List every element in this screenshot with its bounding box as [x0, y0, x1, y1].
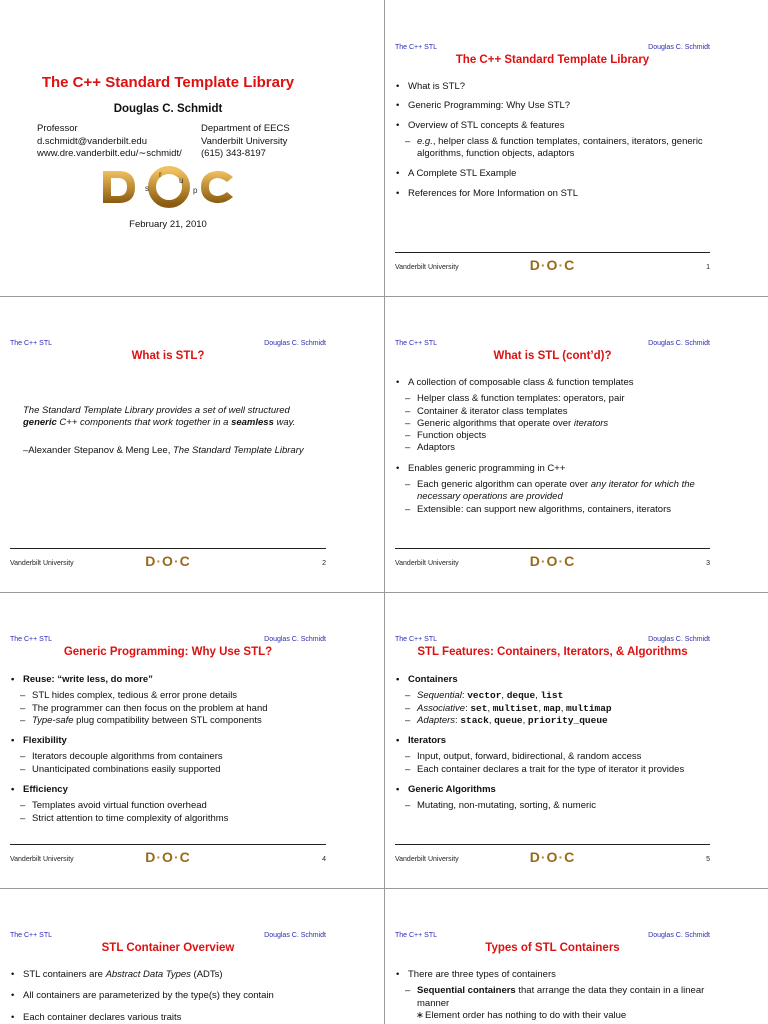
sub-list-item: – e.g., helper class & function templates, containers, iterators, generic algorithms, function objects, adaptors: [395, 136, 710, 161]
slide-content: [395, 377, 710, 524]
footer-rule: [395, 252, 710, 253]
slide-content: [395, 969, 710, 1024]
list-item: • Enables generic programming in C++: [395, 463, 710, 475]
footer-rule: [395, 844, 710, 845]
stl-quote: The Standard Template Library provides a set of well structured generic C++ components that work together in a seamless way.: [23, 405, 296, 429]
doc-logo: D·O·C: [529, 849, 576, 865]
author-affiliation: Department of EECS Vanderbilt University (615) 343-8197: [201, 123, 290, 159]
sub-list-item: – Sequential containers that arrange the data they contain in a linear manner: [395, 985, 710, 1010]
quote-attribution: –Alexander Stepanov & Meng Lee, The Standard Template Library: [23, 445, 304, 456]
svg-text:p: p: [193, 186, 198, 195]
slide-5: The C++ STL Douglas C. Schmidt STL Features: Containers, Iterators, & Algorithms • Containers – Sequential: vector, deque, list – Associative: set, multiset, map, multimap – Adapters: stack, queue, priority_queue • Iterators – Input, output, forward, bidirectional, & random access – Each container declares a trait for the type of iterator it provides • Generic Algorithms – Mutating, non-mutating, sorting, & numeric Vanderbilt University D·O·C 5: [385, 592, 768, 888]
svg-text:u: u: [179, 176, 184, 185]
list-item: • Generic Algorithms: [395, 784, 710, 796]
footer-rule: [10, 548, 326, 549]
list-item: • What is STL?: [395, 81, 710, 93]
sub-list-item: – Mutating, non-mutating, sorting, & numeric: [395, 800, 710, 812]
slide-content: [395, 81, 710, 207]
slide-6: The C++ STL Douglas C. Schmidt STL Container Overview • STL containers are Abstract Data Types (ADTs) • All containers are parameterized by the type(s) they contain • Each container declares various traits: [0, 888, 384, 1024]
footer-rule: [10, 844, 326, 845]
footer-rule: [395, 548, 710, 549]
slide-title: What is STL?: [131, 350, 205, 362]
sub-list-item: – Templates avoid virtual function overhead: [10, 800, 326, 812]
slide-content: [395, 674, 710, 821]
list-item: • Each container declares various traits: [10, 1012, 326, 1024]
sub-list-item: – Each generic algorithm can operate over any iterator for which the necessary operations are provided: [395, 479, 710, 504]
sub-list-item: – Each container declares a trait for the type of iterator it provides: [395, 764, 710, 776]
slide-2: The C++ STL Douglas C. Schmidt What is STL? The Standard Template Library provides a set of well structured generic C++ components that work together in a seamless way. –Alexander Stepanov & Meng Lee, The Standard Template Library Vanderbilt University D·O·C 2: [10, 340, 326, 569]
slide-7: The C++ STL Douglas C. Schmidt Types of STL Containers • There are three types of containers – Sequential containers that arrange the data they contain in a linear manner ∗ Element order has nothing to do with their value: [385, 888, 768, 1024]
sub-list-item: – Extensible: can support new algorithms, containers, iterators: [395, 504, 710, 516]
author-contact: Professor d.schmidt@vanderbilt.edu www.dre.vanderbilt.edu/∼schmidt/: [37, 123, 182, 159]
page-number: 2: [322, 560, 326, 567]
sub-list-item: – Adaptors: [395, 442, 710, 454]
list-item: • Efficiency: [10, 784, 326, 796]
sub-list-item: – Strict attention to time complexity of algorithms: [10, 813, 326, 825]
doc-logo: D·O·C: [145, 553, 191, 569]
slide-title: The C++ Standard Template Library: [41, 74, 295, 91]
list-item: • Reuse: “write less, do more”: [10, 674, 326, 686]
list-item: • Overview of STL concepts & features: [395, 120, 710, 132]
slide-title: What is STL (cont’d)?: [493, 350, 612, 362]
list-item: • All containers are parameterized by the type(s) they contain: [10, 990, 326, 1002]
page-number: 4: [322, 856, 326, 863]
list-item: • A collection of composable class & function templates: [395, 377, 710, 389]
svg-text:r: r: [159, 170, 162, 179]
slide-title: Types of STL Containers: [485, 942, 620, 954]
sub-list-item: – Helper class & function templates: operators, pair: [395, 393, 710, 405]
sub-list-item: – Function objects: [395, 430, 710, 442]
list-item: • Flexibility: [10, 735, 326, 747]
sub-list-item: – The programmer can then focus on the problem at hand: [10, 703, 326, 715]
svg-text:s: s: [145, 184, 149, 193]
presentation-date: February 21, 2010: [129, 219, 207, 230]
sub-sub-list-item: ∗ Element order has nothing to do with their value: [395, 1010, 710, 1022]
slide-1: The C++ STL Douglas C. Schmidt The C++ Standard Template Library • What is STL? • Generic Programming: Why Use STL? • Overview of STL concepts & features – e.g., helper class & function templates, containers, iterators, generic algorithms, function objects, adaptors • A Complete STL Example • References for More Information on STL Vanderbilt University D·O·C 1: [385, 0, 768, 296]
sub-list-item: – Sequential: vector, deque, list: [395, 690, 710, 702]
slide-3: The C++ STL Douglas C. Schmidt What is STL (cont’d)? • A collection of composable class & function templates – Helper class & function templates: operators, pair – Container & iterator class templates – Generic algorithms that operate over iterators – Function objects – Adaptors • Enables generic programming in C++ – Each generic algorithm can operate over any iterator for which the necessary operations are provided – Extensible: can support new algorithms, containers, iterators Vanderbilt University D·O·C 3: [385, 296, 768, 592]
slide-content: [10, 674, 326, 833]
author-name: Douglas C. Schmidt: [113, 103, 223, 115]
page-number: 1: [706, 264, 710, 271]
slide-title: STL Features: Containers, Iterators, & Algorithms: [417, 646, 688, 658]
title-slide: [0, 0, 384, 296]
sub-list-item: – Adapters: stack, queue, priority_queue: [395, 715, 710, 727]
list-item: • Generic Programming: Why Use STL?: [395, 100, 710, 112]
doc-logo: D·O·C: [529, 257, 576, 273]
list-item: • STL containers are Abstract Data Types (ADTs): [10, 969, 326, 981]
slide-title: The C++ Standard Template Library: [455, 54, 650, 66]
sub-list-item: – STL hides complex, tedious & error prone details: [10, 690, 326, 702]
list-item: • There are three types of containers: [395, 969, 710, 981]
slide-title: Generic Programming: Why Use STL?: [63, 646, 273, 658]
sub-list-item: – Type-safe plug compatibility between STL components: [10, 715, 326, 727]
slide-content: [10, 969, 326, 1024]
slide-title: STL Container Overview: [101, 942, 235, 954]
list-item: • A Complete STL Example: [395, 168, 710, 180]
sub-list-item: – Input, output, forward, bidirectional, & random access: [395, 751, 710, 763]
doc-group-logo: [101, 165, 237, 209]
doc-logo: D·O·C: [529, 553, 576, 569]
list-item: • References for More Information on STL: [395, 188, 710, 200]
sub-list-item: – Generic algorithms that operate over iterators: [395, 418, 710, 430]
slide-4: The C++ STL Douglas C. Schmidt Generic Programming: Why Use STL? • Reuse: “write less, do more” – STL hides complex, tedious & error prone details – The programmer can then focus on the problem at hand – Type-safe plug compatibility between STL components • Flexibility – Iterators decouple algorithms from containers – Unanticipated combinations easily supported • Efficiency – Templates avoid virtual function overhead – Strict attention to time complexity of algorithms Vanderbilt University D·O·C 4: [0, 592, 384, 888]
page-number: 3: [706, 560, 710, 567]
sub-list-item: – Iterators decouple algorithms from containers: [10, 751, 326, 763]
sub-list-item: – Associative: set, multiset, map, multimap: [395, 703, 710, 715]
page-number: 5: [706, 856, 710, 863]
sub-list-item: – Unanticipated combinations easily supported: [10, 764, 326, 776]
sub-list-item: – Container & iterator class templates: [395, 406, 710, 418]
doc-logo: D·O·C: [145, 849, 191, 865]
list-item: • Containers: [395, 674, 710, 686]
list-item: • Iterators: [395, 735, 710, 747]
